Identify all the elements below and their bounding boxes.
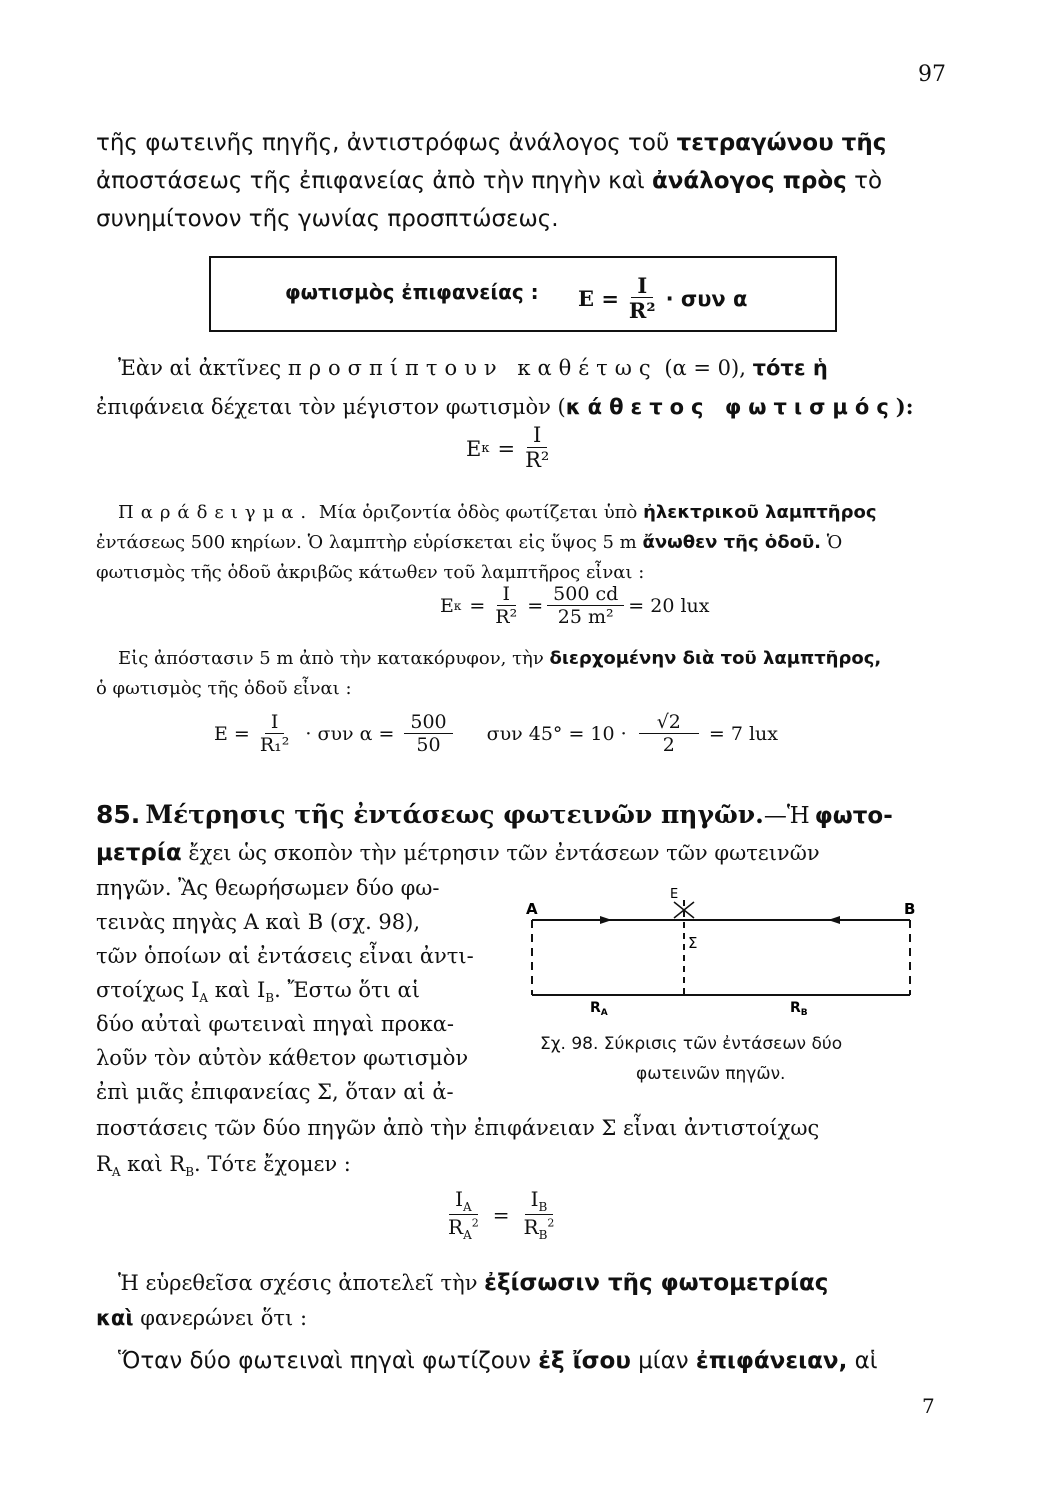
section-line10: ποστάσεις τῶν δύο πηγῶν ἀπὸ τὴν ἐπιφάνειαν Σ εἶναι ἀντιστοίχως <box>96 1116 820 1140</box>
section-line8: λοῦν τὸν αὐτὸν κάθετον φωτισμὸν <box>96 1046 469 1070</box>
photo-frac1 <box>442 1188 485 1243</box>
example-bold-a: ἠλεκτρικοῦ λαμπτῆρος <box>643 502 877 523</box>
ex-n2: 500 cd <box>547 584 624 606</box>
fig-label-ra <box>590 1000 608 1018</box>
para1-text-b: ἀποστάσεως τῆς ἐπιφανείας ἀπὸ τὴν πηγὴν καὶ <box>96 168 645 194</box>
ex-d2: 25 m² <box>557 605 614 628</box>
equation-ek <box>466 424 559 473</box>
fig-label-b: B <box>904 900 916 918</box>
section-heading-line <box>96 800 893 829</box>
ex-frac2 <box>547 584 624 629</box>
photo-n1-sub: A <box>462 1200 472 1214</box>
long-lhs: E = <box>214 723 250 746</box>
photo-n2 <box>525 1188 554 1215</box>
para1-bold-b: ἀνάλογος πρὸς <box>651 168 847 194</box>
equation-photometry <box>438 1188 564 1243</box>
ek-sub: κ <box>481 441 490 457</box>
page-number: 97 <box>918 62 946 87</box>
photo-n2-i: I <box>530 1187 539 1211</box>
photo-frac2 <box>518 1188 561 1243</box>
fig-arrow-a <box>600 916 612 924</box>
long-d2: 50 <box>416 733 441 756</box>
long-n1: I <box>265 712 285 734</box>
para3-line2: ὁ φωτισμὸς τῆς ὁδοῦ εἶναι : <box>96 678 352 699</box>
long-result: = 7 lux <box>708 723 779 746</box>
photo-n1 <box>449 1188 478 1215</box>
section-line2-rest: ἔχει ὡς σκοπὸν τὴν μέτρησιν τῶν ἐντάσεων τῶν φωτεινῶν <box>188 841 820 865</box>
last-c: μίαν <box>638 1348 689 1374</box>
box-tail: · συν α <box>665 286 748 311</box>
sec-l11-c: . Τότε ἔχομεν : <box>194 1152 351 1176</box>
photo-d2: $R_B^2$ <box>523 1215 555 1243</box>
sec-l6-b: καὶ I <box>208 978 266 1002</box>
ek-num: I <box>527 424 547 448</box>
para4-text-a: Ἡ εὑρεθεῖσα σχέσις ἀποτελεῖ τὴν <box>118 1271 478 1295</box>
fig-label-a: A <box>526 900 538 918</box>
section-title: Μέτρησις τῆς ἐντάσεως φωτεινῶν πηγῶν. <box>145 800 764 829</box>
section-line2 <box>96 840 820 866</box>
photo-d1: $R_A^2$ <box>448 1215 479 1243</box>
box-lhs: E = <box>578 286 619 312</box>
para2-c: (α = 0), <box>664 356 746 380</box>
box-den: R² <box>628 298 656 324</box>
box-num: I <box>631 274 653 298</box>
long-mid2: συν 45° = 10 · <box>486 723 627 746</box>
ek-eq: = <box>497 436 516 461</box>
para2-a: Ἐὰν αἱ ἀκτῖνες <box>118 356 282 380</box>
para1-line1 <box>96 130 886 156</box>
ex-result: = 20 lux <box>628 595 710 618</box>
long-frac1 <box>254 712 296 757</box>
photo-n1-i: I <box>455 1187 463 1211</box>
figure-caption-2: φωτεινῶν πηγῶν. <box>636 1064 786 1084</box>
fig-label-e: E <box>670 887 679 902</box>
fig-label-rb <box>790 1000 808 1018</box>
sec-l6-sub1: A <box>199 991 209 1006</box>
photo-n2-sub: B <box>538 1200 548 1214</box>
last-e: αἱ <box>854 1348 878 1374</box>
long-n3: √2 <box>639 712 699 734</box>
sec-l11-sub1: A <box>111 1165 121 1180</box>
section-line11 <box>96 1152 351 1179</box>
para1-text-c: τὸ <box>854 168 883 194</box>
box-formula <box>578 274 747 323</box>
box-label: φωτισμὸς ἐπιφανείας : <box>285 280 539 304</box>
figure-caption-1: Σχ. 98. Σύκρισις τῶν ἐντάσεων δύο <box>540 1034 843 1054</box>
sec-l6-a: στοίχως I <box>96 978 200 1002</box>
ek-lhs: E <box>466 436 482 461</box>
sec-l6-c: . Ἔστω ὅτι αἱ <box>274 978 420 1002</box>
section-line9: ἐπὶ μιᾶς ἐπιφανείας Σ, ὅταν αἱ ἀ- <box>96 1080 454 1104</box>
section-line3: πηγῶν. Ἂς θεωρήσωμεν δύο φω- <box>96 876 440 900</box>
para2-e: ἐπιφάνεια δέχεται τὸν μέγιστον φωτισμὸν ( <box>96 395 566 419</box>
example-line1 <box>118 502 877 523</box>
photo-d2-sub: B <box>538 1228 548 1243</box>
ex-eq2: = <box>527 595 544 618</box>
para4-text-b: φανερώνει ὅτι : <box>140 1306 308 1330</box>
example-line2 <box>96 532 842 553</box>
sec-l11-sub2: B <box>185 1165 195 1180</box>
para2-line2 <box>96 394 913 419</box>
para2-spaced: προσπίπτουν καθέτως <box>287 356 658 380</box>
para1-bold-a: τετραγώνου τῆς <box>676 130 887 156</box>
section-line6 <box>96 978 420 1005</box>
para4-kai: καὶ <box>96 1306 134 1330</box>
section-line7: δύο αὐταὶ φωτειναὶ πηγαὶ προκα- <box>96 1012 455 1036</box>
para3-bold: διερχομένην διὰ τοῦ λαμπτῆρος, <box>549 648 882 669</box>
last-d: ἐπιφάνειαν, <box>695 1348 848 1374</box>
photo-d1-r: R <box>448 1215 464 1240</box>
section-line4: τεινὰς πηγὰς A καὶ B (σχ. 98), <box>96 910 421 934</box>
ex-frac1 <box>489 584 523 629</box>
long-mid1: · συν α = <box>305 723 395 746</box>
para4-bold: ἐξίσωσιν τῆς φωτομετρίας <box>484 1270 829 1296</box>
example-label: Παράδειγμα. <box>118 502 314 523</box>
photo-eq: = <box>492 1203 510 1228</box>
long-frac3 <box>639 712 699 757</box>
example-text-c: Ὁ <box>826 532 843 553</box>
long-frac2 <box>404 712 452 757</box>
section-bold-2: μετρία <box>96 840 182 866</box>
ex-sub: κ <box>453 599 462 614</box>
para1-text-a: τῆς φωτεινῆς πηγῆς, ἀντιστρόφως ἀνάλογος τοῦ <box>96 130 670 156</box>
equation-long <box>214 712 778 757</box>
sec-l11-b: καὶ R <box>127 1152 186 1176</box>
ex-eq1: = <box>469 595 486 618</box>
long-d3: 2 <box>662 733 675 756</box>
example-text-b: ἐντάσεως 500 κηρίων. Ὁ λαμπτὴρ εὑρίσκεται εἰς ὕψος 5 m <box>96 532 637 553</box>
example-line3: φωτισμὸς τῆς ὁδοῦ ἀκριβῶς κάτωθεν τοῦ λαμπτῆρος εἶναι : <box>96 562 645 583</box>
para2-f: ): <box>895 394 914 419</box>
photo-d2-r: R <box>523 1215 539 1240</box>
last-line <box>118 1348 878 1374</box>
para2-line1 <box>118 356 828 380</box>
ek-den: R² <box>525 448 550 473</box>
fig-label-sigma: Σ <box>688 934 698 952</box>
para3-line1 <box>118 648 881 669</box>
section-dash: —Ἡ <box>763 803 810 829</box>
section-line5: τῶν ὁποίων αἱ ἐντάσεις εἶναι ἀντι- <box>96 944 474 968</box>
equation-example <box>440 584 709 629</box>
last-a: Ὅταν δύο φωτειναὶ πηγαὶ φωτίζουν <box>118 1348 531 1374</box>
sec-l11-a: R <box>96 1152 112 1176</box>
fig-rb-r: R <box>790 1000 801 1016</box>
last-b: ἐξ ἴσου <box>538 1348 631 1374</box>
ex-lhs: E <box>440 595 454 618</box>
section-bold-1: φωτο- <box>814 803 893 829</box>
fig-ra-sub: A <box>600 1008 608 1018</box>
para2-bold-spaced: κάθετος φωτισμός <box>565 395 896 419</box>
ex-d1: R² <box>495 605 518 628</box>
ek-fraction <box>519 424 555 473</box>
sec-l6-sub2: B <box>265 991 275 1006</box>
fig-rb-sub: B <box>800 1008 808 1018</box>
box-fraction <box>623 274 662 323</box>
example-text-a: Μία ὁριζοντία ὁδὸς φωτίζεται ὑπὸ <box>318 502 638 523</box>
example-bold-b: ἄνωθεν τῆς ὁδοῦ. <box>642 532 821 553</box>
long-d1: R₁² <box>259 733 290 756</box>
para1-line3: συνημίτονον τῆς γωνίας προσπτώσεως. <box>96 206 559 232</box>
signature-mark: 7 <box>922 1394 935 1418</box>
section-number: 85. <box>96 800 141 829</box>
photo-d1-sub: A <box>463 1228 472 1243</box>
para4-line1 <box>118 1270 828 1296</box>
fig-arrow-b <box>828 916 840 924</box>
figure-98-diagram <box>520 870 920 1018</box>
para4-line2 <box>96 1306 307 1330</box>
para1-line2 <box>96 168 882 194</box>
para2-d: τότε ἡ <box>752 356 828 380</box>
para3-text-a: Εἰς ἀπόστασιν 5 m ἀπὸ τὴν κατακόρυφον, τὴν <box>118 648 544 669</box>
long-n2: 500 <box>404 712 452 734</box>
fig-ra-r: R <box>590 1000 601 1016</box>
ex-n1: I <box>497 584 517 606</box>
